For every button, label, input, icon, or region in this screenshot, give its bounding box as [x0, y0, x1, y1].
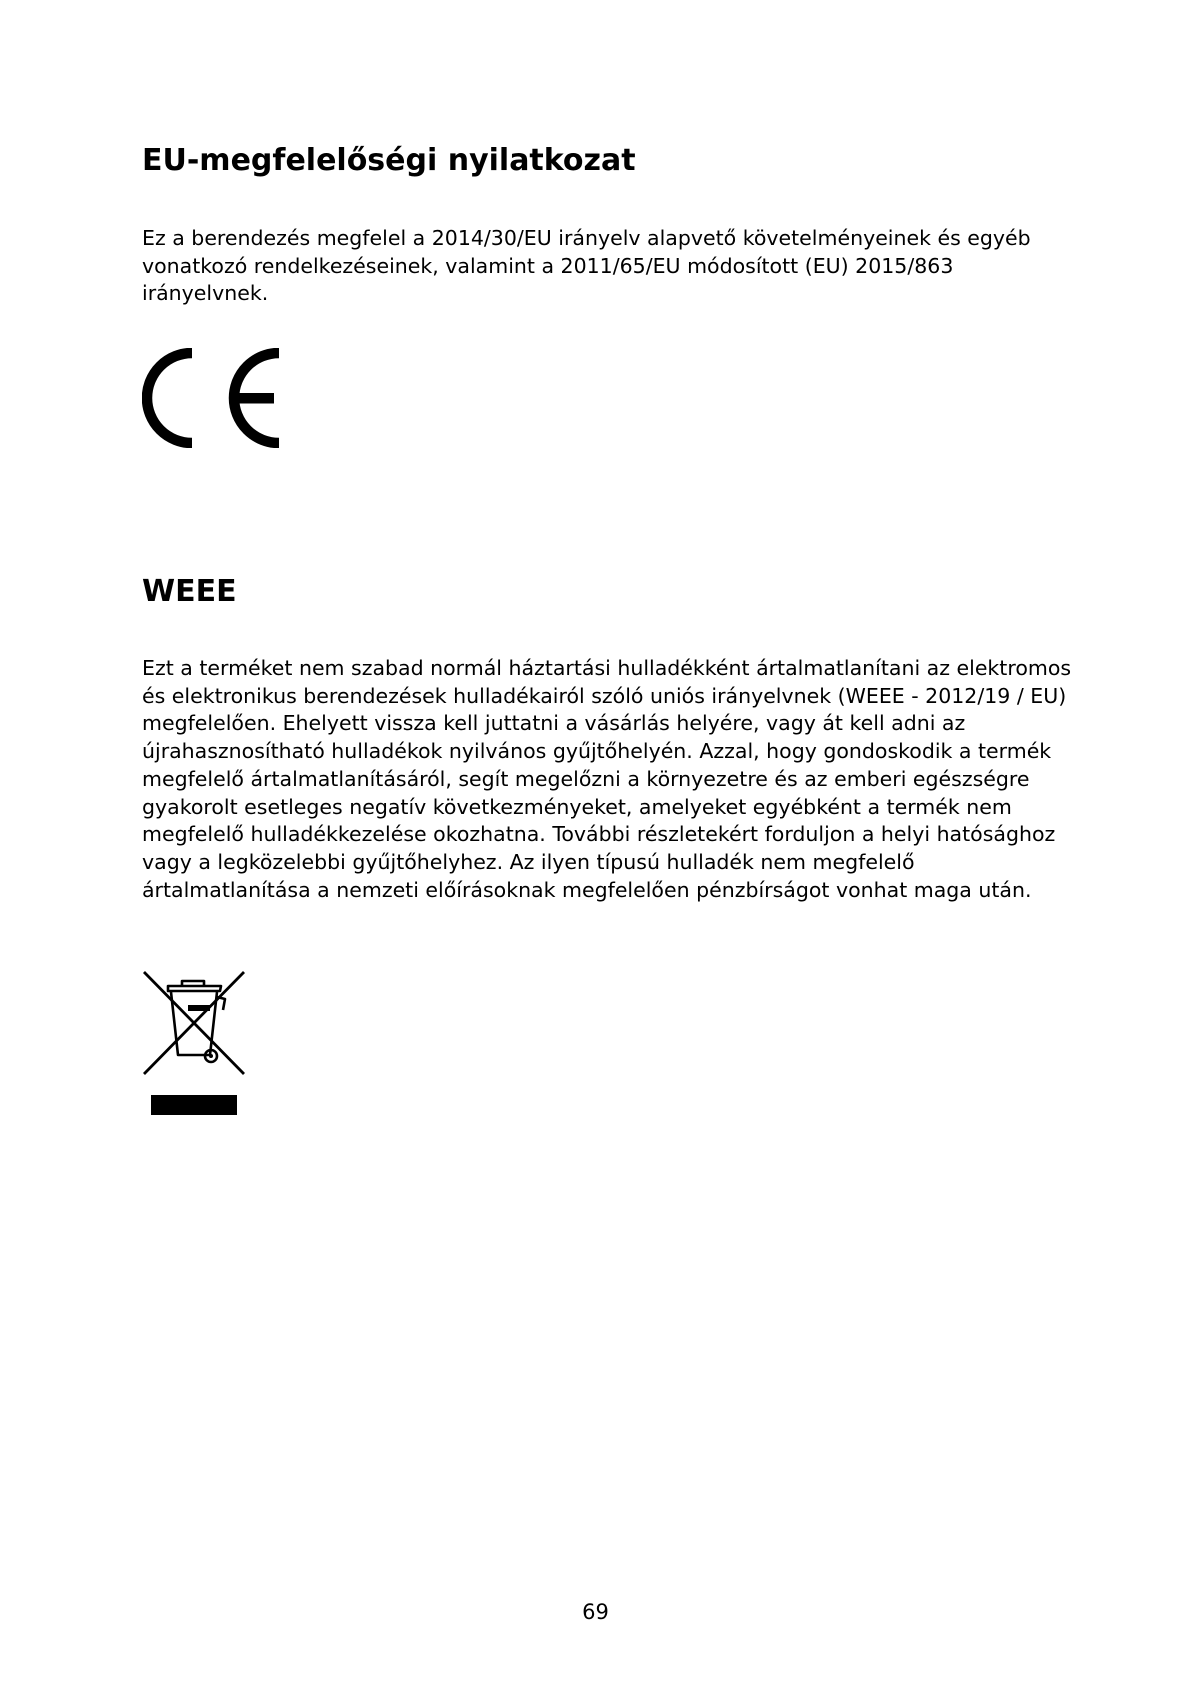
- weee-marking-bar: [151, 1095, 237, 1115]
- weee-text-line: vagy a legközelebbi gyűjtőhelyhez. Az ilyen típusú hulladék nem megfelelő: [142, 849, 915, 874]
- weee-text: [142, 655, 1071, 904]
- eu-text-line: vonatkozó rendelkezéseinek, valamint a 2011/65/EU módosított (EU) 2015/863: [142, 253, 954, 278]
- ce-mark-icon: [142, 348, 282, 448]
- eu-declaration-text: [142, 225, 1031, 308]
- eu-declaration-heading: EU-megfelelőségi nyilatkozat: [142, 143, 636, 178]
- crossed-out-wheelie-bin-icon: [142, 970, 246, 1076]
- weee-text-line: megfelelő hulladékkezelése okozhatna. További részletekért forduljon a helyi hatósághoz: [142, 822, 1056, 847]
- weee-text-line: megfelelően. Ehelyett vissza kell juttatni a vásárlás helyére, vagy át kell adni az: [142, 711, 966, 736]
- weee-text-line: Ezt a terméket nem szabad normál háztartási hulladékként ártalmatlanítani az elektromos: [142, 656, 1072, 680]
- weee-text-line: újrahasznosítható hulladékok nyilvános gyűjtőhelyén. Azzal, hogy gondoskodik a termék: [142, 739, 1052, 764]
- weee-text-line: gyakorolt esetleges negatív következményeket, amelyeket egyébként a termék nem: [142, 794, 1012, 819]
- eu-text-line: Ez a berendezés megfelel a 2014/30/EU irányelv alapvető követelményeinek és egyéb: [142, 226, 1031, 250]
- weee-text-line: megfelelő ártalmatlanításáról, segít megelőzni a környezetre és az emberi egészségre: [142, 766, 1030, 791]
- eu-text-line: irányelvnek.: [142, 281, 269, 306]
- weee-heading: WEEE: [142, 574, 237, 609]
- weee-text-line: és elektronikus berendezések hulladékairól szóló uniós irányelvnek (WEEE - 2012/19 / EU): [142, 683, 1067, 708]
- weee-text-line: ártalmatlanítása a nemzeti előírásoknak megfelelően pénzbírságot vonhat maga után.: [142, 877, 1032, 902]
- page-number: 69: [582, 1600, 609, 1624]
